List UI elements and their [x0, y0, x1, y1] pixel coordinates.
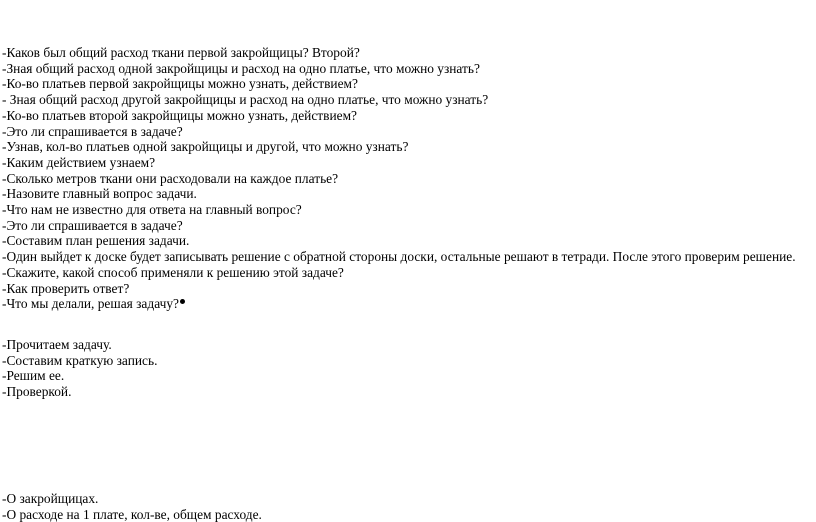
question-line: - Зная общий расход другой закройщицы и расход на одно платье, что можно узнать? [2, 92, 489, 108]
question-line: -Это ли спрашивается в задаче? [2, 217, 183, 233]
plan-step: -Проверкой. [2, 384, 72, 400]
plan-step: -Составим краткую запись. [2, 352, 158, 368]
student-answers-list [2, 491, 262, 522]
question-line: -Ко-во платьев второй закройщицы можно узнать, действием? [2, 107, 357, 123]
question-line: -Назовите главный вопрос задачи. [2, 186, 197, 202]
question-line: -Узнав, кол-во платьев одной закройщицы и другой, что можно узнать? [2, 139, 409, 155]
question-line: -Сколько метров ткани они расходовали на каждое платье? [2, 170, 339, 186]
plan-step: -Решим ее. [2, 368, 65, 384]
question-line: -Каков был общий расход ткани первой закройщицы? Второй? [2, 45, 360, 60]
question-text: -Что мы делали, решая задачу? [2, 296, 179, 312]
question-line-last [2, 296, 796, 312]
question-line: -Каким действием узнаем? [2, 154, 156, 170]
question-line: -Скажите, какой способ применяли к решению этой задаче? [2, 264, 344, 280]
question-line: -Как проверить ответ? [2, 280, 130, 296]
plan-step: -Прочитаем задачу. [2, 337, 112, 352]
teacher-questions-list [2, 45, 796, 312]
question-line: -Составим план решения задачи. [2, 233, 190, 249]
question-line: -Ко-во платьев первой закройщицы можно узнать, действием? [2, 76, 358, 92]
question-line: -Один выйдет к доске будет записывать решение с обратной стороны доски, остальные решают в тетради. После этого проверим решение. [2, 249, 796, 265]
bullet-dot-icon [180, 299, 185, 304]
solution-plan-list [2, 337, 157, 400]
question-line: -Зная общий расход одной закройщицы и расход на одно платье, что можно узнать? [2, 60, 480, 76]
question-line: -Это ли спрашивается в задаче? [2, 123, 183, 139]
answer-line: -О закройщицах. [2, 491, 99, 506]
question-line: -Что нам не известно для ответа на главный вопрос? [2, 202, 302, 218]
answer-line: -О расходе на 1 плате, кол-ве, общем расходе. [2, 506, 262, 522]
